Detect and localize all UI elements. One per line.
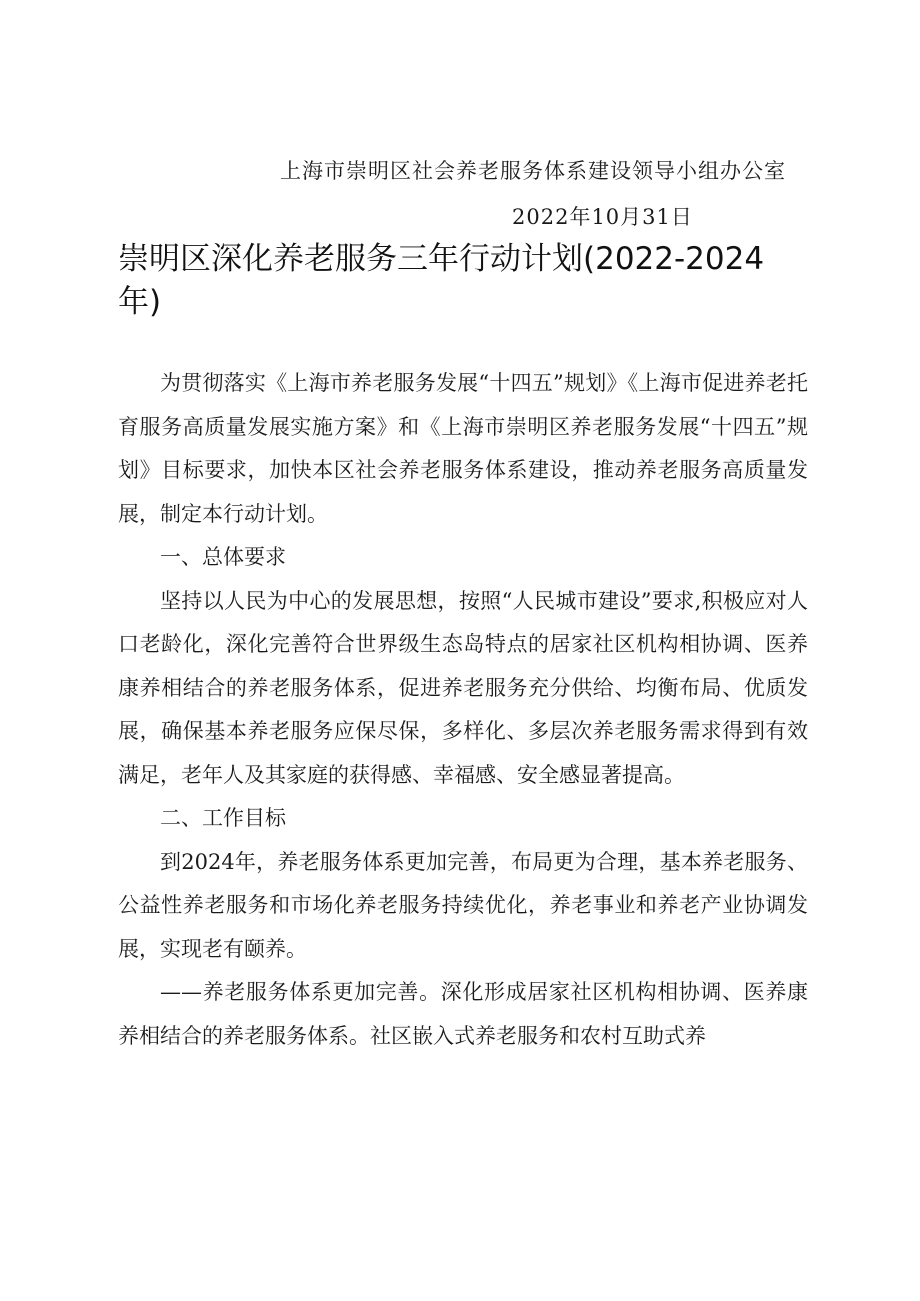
work-goals-paragraph: 到2024年，养老服务体系更加完善，布局更为合理，基本养老服务、公益性养老服务和市场化养老服务持续优化，养老事业和养老产业协调发展，实现老有颐养。: [118, 849, 808, 961]
section-heading-work-goals: 二、工作目标: [160, 806, 286, 830]
document-body: [118, 362, 808, 1058]
section-heading-general-requirements: 一、总体要求: [160, 545, 286, 569]
document-title: 崇明区深化养老服务三年行动计划(2022-2024年): [118, 241, 765, 320]
issuing-office: 上海市崇明区社会养老服务体系建设领导小组办公室: [280, 159, 786, 183]
goal-item-paragraph: ——养老服务体系更加完善。深化形成居家社区机构相协调、医养康养相结合的养老服务体系。社区嵌入式养老服务和农村互助式养: [118, 980, 808, 1048]
general-requirements-paragraph: 坚持以人民为中心的发展思想，按照“人民城市建设”要求,积极应对人口老龄化，深化完善符合世界级生态岛特点的居家社区机构相协调、医养康养相结合的养老服务体系，促进养老服务充分供给、均衡布局、优质发展，确保基本养老服务应保尽保，多样化、多层次养老服务需求得到有效满足，老年人及其家庭的获得感、幸福感、安全感显著提高。: [118, 588, 808, 787]
issue-date: 2022年10月31日: [512, 205, 693, 229]
intro-paragraph: 为贯彻落实《上海市养老服务发展“十四五”规划》《上海市促进养老托育服务高质量发展实施方案》和《上海市崇明区养老服务发展“十四五”规划》目标要求，加快本区社会养老服务体系建设，推动养老服务高质量发展，制定本行动计划。: [118, 371, 808, 526]
